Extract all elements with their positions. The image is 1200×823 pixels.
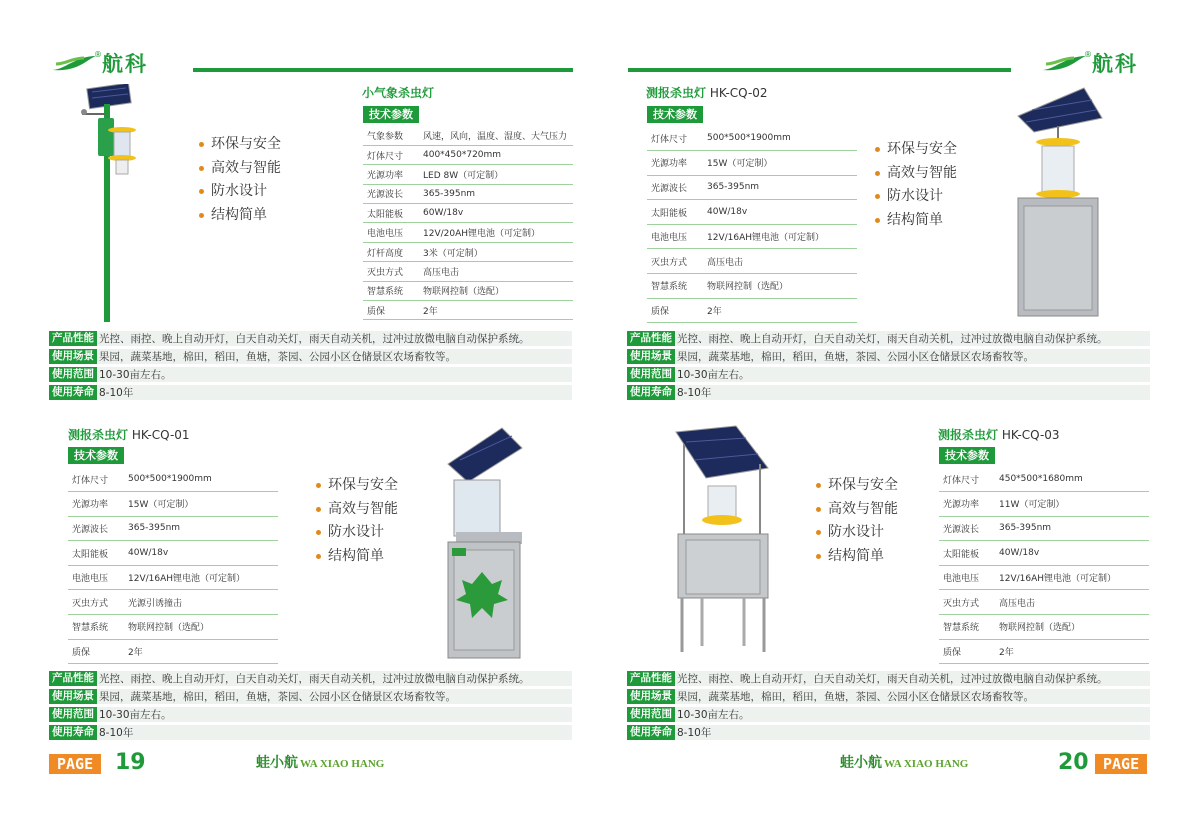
registered-mark: ® xyxy=(94,50,102,59)
spec-value: LED 8W（可定制） xyxy=(419,165,573,184)
info-line-scene xyxy=(627,349,1150,364)
spec-key: 智慧系统 xyxy=(647,274,703,299)
spec-row xyxy=(939,467,1149,492)
info-tag: 使用范围 xyxy=(627,367,675,382)
info-value: 10-30亩左右。 xyxy=(99,709,172,721)
product-model: HK-CQ-02 xyxy=(706,86,768,100)
swoosh-logo-icon xyxy=(1040,50,1092,74)
bullet-dot-icon xyxy=(316,554,321,559)
footer-brand-cn: 蛙小航 xyxy=(840,755,882,771)
page-label-left: PAGE xyxy=(49,754,101,774)
feature-text: 高效与智能 xyxy=(328,500,398,517)
feature-item xyxy=(816,521,898,545)
spec-key: 灭虫方式 xyxy=(939,590,995,615)
info-line-perf xyxy=(627,331,1150,346)
spec-key: 光源功率 xyxy=(68,492,124,517)
spec-key: 智慧系统 xyxy=(939,615,995,640)
registered-mark: ® xyxy=(1084,50,1092,59)
spec-key: 灯杆高度 xyxy=(363,242,419,261)
product-model: HK-CQ-03 xyxy=(998,428,1060,442)
spec-value: 2年 xyxy=(124,639,278,664)
spec-row xyxy=(939,492,1149,517)
bullet-dot-icon xyxy=(316,507,321,512)
info-tag: 使用场景 xyxy=(627,689,675,704)
info-line-scene xyxy=(49,349,572,364)
spec-row xyxy=(363,126,573,145)
spec-value: 3米（可定制） xyxy=(419,242,573,261)
footer-brand-cn: 蛙小航 xyxy=(256,755,298,771)
info-tag: 使用寿命 xyxy=(49,725,97,740)
spec-row xyxy=(939,590,1149,615)
spec-badge: 技术参数 xyxy=(647,106,703,123)
spec-row xyxy=(68,639,278,664)
spec-row xyxy=(939,639,1149,664)
info-tag: 产品性能 xyxy=(49,331,97,346)
footer-brand-right xyxy=(840,752,968,772)
spec-row xyxy=(363,204,573,223)
spec-value: 400*450*720mm xyxy=(419,145,573,164)
product-title-cn: 测报杀虫灯 xyxy=(646,86,707,100)
feature-text: 结构简单 xyxy=(828,547,884,564)
spec-value: 40W/18v xyxy=(995,541,1149,566)
product-title xyxy=(68,426,190,443)
spec-badge: 技术参数 xyxy=(68,447,124,464)
info-value: 8-10年 xyxy=(99,727,134,739)
feature-item xyxy=(199,133,281,157)
info-value: 果园，蔬菜基地，棉田，稻田，鱼塘，茶园、公园小区仓储景区农场畜牧等。 xyxy=(677,351,1034,363)
spec-row xyxy=(363,262,573,281)
spec-value: 15W（可定制） xyxy=(124,492,278,517)
spec-value: 365-395nm xyxy=(995,516,1149,541)
spec-row xyxy=(363,301,573,320)
spec-row xyxy=(647,200,857,225)
spec-row xyxy=(68,516,278,541)
spec-row xyxy=(68,565,278,590)
cq03-lamp-image xyxy=(672,424,776,656)
weather-lamp-image xyxy=(78,84,148,324)
spec-value: 15W（可定制） xyxy=(703,151,857,176)
product-title xyxy=(938,426,1060,443)
spec-row xyxy=(647,151,857,176)
brand-logo-left xyxy=(50,48,148,78)
spec-value: 12V/16AH锂电池（可定制） xyxy=(124,565,278,590)
spec-key: 太阳能板 xyxy=(939,541,995,566)
info-value: 光控、雨控、晚上自动开灯，白天自动关灯，雨天自动关机，过冲过放微电脑自动保护系统。 xyxy=(677,673,1108,685)
spec-value: 2年 xyxy=(703,298,857,323)
feature-item xyxy=(875,138,957,162)
spec-value: 物联网控制（选配） xyxy=(419,281,573,300)
info-line-life xyxy=(627,385,1150,400)
feature-text: 防水设计 xyxy=(828,524,884,540)
spec-key: 光源波长 xyxy=(68,516,124,541)
info-value: 果园，蔬菜基地，棉田，稻田，鱼塘，茶园、公园小区仓储景区农场畜牧等。 xyxy=(677,691,1034,703)
info-tag: 使用场景 xyxy=(49,349,97,364)
bullet-dot-icon xyxy=(816,530,821,535)
spec-key: 光源功率 xyxy=(647,151,703,176)
product-title-cn: 测报杀虫灯 xyxy=(938,428,999,442)
spec-key: 电池电压 xyxy=(647,224,703,249)
feature-text: 高效与智能 xyxy=(211,159,281,176)
feature-list xyxy=(816,474,898,568)
info-block-br xyxy=(627,671,1150,743)
spec-key: 智慧系统 xyxy=(68,615,124,640)
info-value: 果园，蔬菜基地，棉田，稻田，鱼塘，茶园、公园小区仓储景区农场畜牧等。 xyxy=(99,351,456,363)
info-value: 光控、雨控、晚上自动开灯，白天自动关灯，雨天自动关机，过冲过放微电脑自动保护系统。 xyxy=(99,673,530,685)
spec-value: 高压电击 xyxy=(995,590,1149,615)
spec-value: 365-395nm xyxy=(419,184,573,203)
feature-item xyxy=(875,209,957,233)
spec-value: 物联网控制（选配） xyxy=(995,615,1149,640)
spec-value: 40W/18v xyxy=(124,541,278,566)
spec-value: 40W/18v xyxy=(703,200,857,225)
spec-key: 光源功率 xyxy=(939,492,995,517)
footer-brand-en: WA XIAO HANG xyxy=(884,758,969,770)
bullet-dot-icon xyxy=(875,147,880,152)
info-value: 8-10年 xyxy=(99,387,134,399)
info-line-range xyxy=(627,367,1150,382)
spec-row xyxy=(647,274,857,299)
info-tag: 产品性能 xyxy=(49,671,97,686)
spec-value: 物联网控制（选配） xyxy=(124,615,278,640)
feature-item xyxy=(875,185,957,209)
spec-value: 12V/20AH锂电池（可定制） xyxy=(419,223,573,242)
brand-name: 航科 xyxy=(1092,52,1138,76)
spec-value: 高压电击 xyxy=(419,262,573,281)
info-line-range xyxy=(49,707,572,722)
info-line-perf xyxy=(49,331,572,346)
spec-key: 质保 xyxy=(363,301,419,320)
spec-row xyxy=(363,184,573,203)
info-value: 10-30亩左右。 xyxy=(677,369,750,381)
top-divider-left xyxy=(193,68,573,72)
cq02-lamp-image xyxy=(1012,86,1106,318)
bullet-dot-icon xyxy=(816,483,821,488)
bullet-dot-icon xyxy=(875,171,880,176)
info-tag: 产品性能 xyxy=(627,671,675,686)
bullet-dot-icon xyxy=(199,189,204,194)
feature-item xyxy=(316,545,398,569)
info-tag: 使用寿命 xyxy=(49,385,97,400)
bullet-dot-icon xyxy=(199,213,204,218)
spec-value: 2年 xyxy=(419,301,573,320)
spec-row xyxy=(68,492,278,517)
bullet-dot-icon xyxy=(199,166,204,171)
feature-item xyxy=(816,474,898,498)
footer-brand-left xyxy=(256,752,384,772)
product-title xyxy=(362,84,434,101)
spec-table xyxy=(647,126,857,323)
info-tag: 使用范围 xyxy=(49,707,97,722)
feature-text: 防水设计 xyxy=(328,524,384,540)
spec-value: 高压电击 xyxy=(703,249,857,274)
spec-value: 11W（可定制） xyxy=(995,492,1149,517)
info-block-tl xyxy=(49,331,572,403)
info-line-range xyxy=(49,367,572,382)
bullet-dot-icon xyxy=(875,194,880,199)
spec-row xyxy=(68,541,278,566)
spec-row xyxy=(647,126,857,151)
feature-text: 结构简单 xyxy=(328,547,384,564)
spec-key: 气象参数 xyxy=(363,126,419,145)
spec-row xyxy=(68,615,278,640)
info-value: 果园，蔬菜基地，棉田，稻田，鱼塘，茶园、公园小区仓储景区农场畜牧等。 xyxy=(99,691,456,703)
spec-row xyxy=(647,249,857,274)
feature-item xyxy=(199,204,281,228)
feature-item xyxy=(199,180,281,204)
spec-key: 智慧系统 xyxy=(363,281,419,300)
spec-key: 灯体尺寸 xyxy=(939,467,995,492)
feature-text: 防水设计 xyxy=(211,183,267,199)
spec-row xyxy=(647,224,857,249)
product-title-cn: 测报杀虫灯 xyxy=(68,428,129,442)
info-value: 8-10年 xyxy=(677,727,712,739)
bullet-dot-icon xyxy=(316,483,321,488)
cq01-lamp-image xyxy=(442,424,524,660)
spec-value: 光源引诱撞击 xyxy=(124,590,278,615)
info-line-perf xyxy=(627,671,1150,686)
spec-value: 60W/18v xyxy=(419,204,573,223)
info-line-perf xyxy=(49,671,572,686)
info-line-range xyxy=(627,707,1150,722)
spec-key: 太阳能板 xyxy=(647,200,703,225)
info-tag: 使用范围 xyxy=(627,707,675,722)
page-number-left: 19 xyxy=(115,750,146,775)
spec-row xyxy=(68,467,278,492)
footer-brand-en: WA XIAO HANG xyxy=(300,758,385,770)
info-line-life xyxy=(49,725,572,740)
spec-row xyxy=(939,516,1149,541)
spec-row xyxy=(647,298,857,323)
spec-row xyxy=(939,541,1149,566)
spec-key: 光源波长 xyxy=(647,175,703,200)
feature-list xyxy=(875,138,957,232)
spec-row xyxy=(363,223,573,242)
spec-value: 450*500*1680mm xyxy=(995,467,1149,492)
info-block-bl xyxy=(49,671,572,743)
spec-key: 光源波长 xyxy=(939,516,995,541)
spec-table xyxy=(939,467,1149,664)
feature-list xyxy=(316,474,398,568)
brand-name: 航科 xyxy=(102,52,148,76)
feature-text: 结构简单 xyxy=(211,206,267,223)
brand-logo-right xyxy=(1040,48,1138,78)
spec-value: 风速，风向，温度、湿度、大气压力 xyxy=(419,126,573,145)
spec-key: 太阳能板 xyxy=(363,204,419,223)
spec-key: 灯体尺寸 xyxy=(363,145,419,164)
spec-row xyxy=(363,281,573,300)
product-title-cn: 小气象杀虫灯 xyxy=(362,86,435,100)
info-value: 8-10年 xyxy=(677,387,712,399)
bullet-dot-icon xyxy=(199,142,204,147)
feature-item xyxy=(816,498,898,522)
spec-value: 物联网控制（选配） xyxy=(703,274,857,299)
feature-item xyxy=(316,521,398,545)
feature-item xyxy=(816,545,898,569)
spec-value: 365-395nm xyxy=(124,516,278,541)
spec-value: 2年 xyxy=(995,639,1149,664)
info-value: 光控、雨控、晚上自动开灯，白天自动关灯，雨天自动关机，过冲过放微电脑自动保护系统。 xyxy=(677,333,1108,345)
info-line-life xyxy=(627,725,1150,740)
info-line-life xyxy=(49,385,572,400)
info-tag: 产品性能 xyxy=(627,331,675,346)
info-value: 10-30亩左右。 xyxy=(677,709,750,721)
info-value: 光控、雨控、晚上自动开灯，白天自动关灯，雨天自动关机，过冲过放微电脑自动保护系统。 xyxy=(99,333,530,345)
spec-table xyxy=(363,126,573,320)
bullet-dot-icon xyxy=(816,554,821,559)
feature-text: 高效与智能 xyxy=(828,500,898,517)
feature-text: 防水设计 xyxy=(887,188,943,204)
spec-row xyxy=(939,615,1149,640)
spec-value: 500*500*1900mm xyxy=(703,126,857,151)
product-title xyxy=(646,84,768,101)
page-label-right: PAGE xyxy=(1095,754,1147,774)
spec-key: 太阳能板 xyxy=(68,541,124,566)
spec-value: 12V/16AH锂电池（可定制） xyxy=(703,224,857,249)
spec-key: 电池电压 xyxy=(68,565,124,590)
spec-value: 12V/16AH锂电池（可定制） xyxy=(995,565,1149,590)
info-tag: 使用场景 xyxy=(627,349,675,364)
feature-text: 环保与安全 xyxy=(328,477,398,493)
spec-row xyxy=(363,145,573,164)
spec-key: 灯体尺寸 xyxy=(647,126,703,151)
swoosh-logo-icon xyxy=(50,50,102,74)
info-tag: 使用寿命 xyxy=(627,385,675,400)
spec-key: 灭虫方式 xyxy=(68,590,124,615)
feature-item xyxy=(316,474,398,498)
info-tag: 使用寿命 xyxy=(627,725,675,740)
feature-text: 结构简单 xyxy=(887,211,943,228)
info-tag: 使用范围 xyxy=(49,367,97,382)
info-line-scene xyxy=(627,689,1150,704)
spec-key: 灭虫方式 xyxy=(363,262,419,281)
spec-key: 灭虫方式 xyxy=(647,249,703,274)
info-value: 10-30亩左右。 xyxy=(99,369,172,381)
spec-badge: 技术参数 xyxy=(939,447,995,464)
feature-item xyxy=(316,498,398,522)
spec-table xyxy=(68,467,278,664)
feature-item xyxy=(875,162,957,186)
info-tag: 使用场景 xyxy=(49,689,97,704)
spec-key: 电池电压 xyxy=(363,223,419,242)
spec-key: 灯体尺寸 xyxy=(68,467,124,492)
spec-value: 500*500*1900mm xyxy=(124,467,278,492)
info-block-tr xyxy=(627,331,1150,403)
spec-key: 质保 xyxy=(68,639,124,664)
spec-value: 365-395nm xyxy=(703,175,857,200)
spec-row xyxy=(363,165,573,184)
bullet-dot-icon xyxy=(816,507,821,512)
spec-row xyxy=(68,590,278,615)
spec-badge: 技术参数 xyxy=(363,106,419,123)
feature-text: 高效与智能 xyxy=(887,164,957,181)
feature-item xyxy=(199,157,281,181)
top-divider-right xyxy=(628,68,1011,72)
feature-text: 环保与安全 xyxy=(211,136,281,152)
spec-row xyxy=(939,565,1149,590)
spec-key: 质保 xyxy=(939,639,995,664)
spec-row xyxy=(363,242,573,261)
page-number-right: 20 xyxy=(1058,750,1089,775)
product-model: HK-CQ-01 xyxy=(128,428,190,442)
spec-key: 光源波长 xyxy=(363,184,419,203)
spec-key: 电池电压 xyxy=(939,565,995,590)
spec-key: 质保 xyxy=(647,298,703,323)
feature-text: 环保与安全 xyxy=(828,477,898,493)
feature-text: 环保与安全 xyxy=(887,141,957,157)
feature-list xyxy=(199,133,281,227)
spec-row xyxy=(647,175,857,200)
bullet-dot-icon xyxy=(875,218,880,223)
spec-key: 光源功率 xyxy=(363,165,419,184)
info-line-scene xyxy=(49,689,572,704)
bullet-dot-icon xyxy=(316,530,321,535)
